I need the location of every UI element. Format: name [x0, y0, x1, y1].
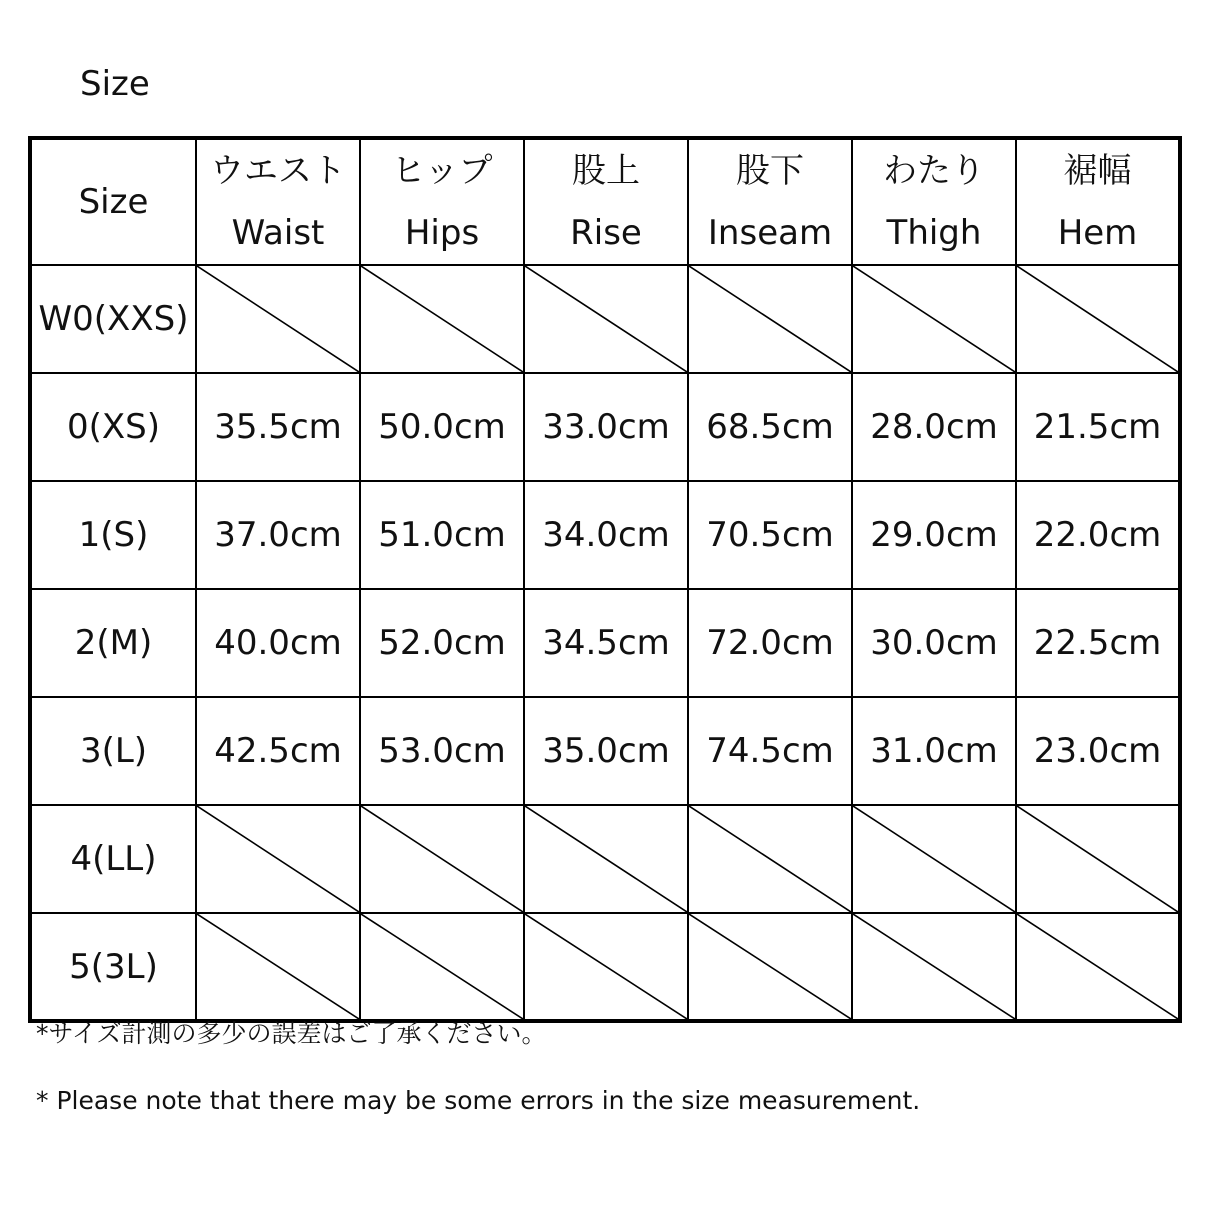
column-header-en: Hips: [404, 213, 480, 253]
table-row: [30, 481, 1180, 589]
empty-cell: [360, 805, 524, 913]
empty-cell: [524, 913, 688, 1021]
size-label: 0(XS): [30, 373, 196, 481]
size-label: 3(L): [30, 697, 196, 805]
note-japanese: *サイズ計測の多少の誤差はご了承ください。: [36, 1019, 547, 1048]
diagonal-slash-icon: [525, 806, 687, 912]
empty-cell: [1016, 805, 1180, 913]
diagonal-slash-icon: [853, 806, 1015, 912]
measurement-cell: 50.0cm: [360, 373, 524, 481]
column-header-rise: [524, 138, 688, 265]
measurement-cell: 53.0cm: [360, 697, 524, 805]
diagonal-slash-icon: [361, 914, 523, 1019]
column-header-en: Inseam: [707, 213, 833, 253]
measurement-cell: 51.0cm: [360, 481, 524, 589]
diagonal-slash-icon: [689, 806, 851, 912]
diagonal-slash-icon: [197, 266, 359, 372]
measurement-cell: 21.5cm: [1016, 373, 1180, 481]
table-row: [30, 589, 1180, 697]
column-header-ja: わたり: [883, 151, 985, 191]
diagonal-slash-icon: [361, 266, 523, 372]
empty-cell: [196, 913, 360, 1021]
column-header-en: Waist: [231, 213, 325, 253]
measurement-cell: 29.0cm: [852, 481, 1016, 589]
measurement-cell: 52.0cm: [360, 589, 524, 697]
size-label: 5(3L): [30, 913, 196, 1021]
empty-cell: [1016, 913, 1180, 1021]
column-header-hips: [360, 138, 524, 265]
measurement-cell: 23.0cm: [1016, 697, 1180, 805]
measurement-cell: 37.0cm: [196, 481, 360, 589]
table-row: [30, 265, 1180, 373]
measurement-cell: 33.0cm: [524, 373, 688, 481]
column-header-en: Hem: [1057, 213, 1138, 253]
empty-cell: [688, 913, 852, 1021]
measurement-cell: 30.0cm: [852, 589, 1016, 697]
column-header-ja: 股下: [736, 151, 804, 191]
measurement-cell: 68.5cm: [688, 373, 852, 481]
measurement-cell: 35.5cm: [196, 373, 360, 481]
size-column-header: Size: [30, 138, 196, 265]
empty-cell: [852, 265, 1016, 373]
diagonal-slash-icon: [197, 914, 359, 1019]
diagonal-slash-icon: [197, 806, 359, 912]
page-title: Size: [80, 64, 150, 104]
column-header-ja: 股上: [572, 151, 640, 191]
empty-cell: [360, 265, 524, 373]
measurement-cell: 31.0cm: [852, 697, 1016, 805]
measurement-cell: 22.5cm: [1016, 589, 1180, 697]
diagonal-slash-icon: [853, 266, 1015, 372]
table-row: [30, 697, 1180, 805]
diagonal-slash-icon: [525, 914, 687, 1019]
diagonal-slash-icon: [853, 914, 1015, 1019]
empty-cell: [524, 265, 688, 373]
diagonal-slash-icon: [361, 806, 523, 912]
column-header-en: Rise: [570, 213, 642, 253]
diagonal-slash-icon: [1017, 806, 1178, 912]
column-header-hem: [1016, 138, 1180, 265]
diagonal-slash-icon: [689, 266, 851, 372]
empty-cell: [196, 265, 360, 373]
column-header-thigh: [852, 138, 1016, 265]
diagonal-slash-icon: [689, 914, 851, 1019]
empty-cell: [852, 805, 1016, 913]
empty-cell: [524, 805, 688, 913]
table-row: [30, 805, 1180, 913]
size-label: W0(XXS): [30, 265, 196, 373]
note-english: * Please note that there may be some errors in the size measurement.: [36, 1086, 921, 1115]
diagonal-slash-icon: [1017, 266, 1178, 372]
empty-cell: [688, 805, 852, 913]
measurement-cell: 28.0cm: [852, 373, 1016, 481]
measurement-cell: 42.5cm: [196, 697, 360, 805]
measurement-cell: 34.0cm: [524, 481, 688, 589]
measurement-cell: 72.0cm: [688, 589, 852, 697]
diagonal-slash-icon: [1017, 914, 1178, 1019]
table-row: [30, 913, 1180, 1021]
empty-cell: [852, 913, 1016, 1021]
table-header-row: [30, 138, 1180, 265]
measurement-cell: 70.5cm: [688, 481, 852, 589]
column-header-ja: ウエスト: [210, 151, 346, 191]
column-header-inseam: [688, 138, 852, 265]
size-label: 1(S): [30, 481, 196, 589]
empty-cell: [360, 913, 524, 1021]
table-body: [30, 265, 1180, 1021]
column-header-waist: [196, 138, 360, 265]
measurement-cell: 74.5cm: [688, 697, 852, 805]
measurement-cell: 22.0cm: [1016, 481, 1180, 589]
measurement-cell: 34.5cm: [524, 589, 688, 697]
size-label: 4(LL): [30, 805, 196, 913]
measurement-cell: 40.0cm: [196, 589, 360, 697]
table-row: [30, 373, 1180, 481]
empty-cell: [688, 265, 852, 373]
size-table: [28, 136, 1182, 1023]
column-header-ja: 裾幅: [1063, 151, 1132, 191]
column-header-ja: ヒップ: [391, 151, 493, 191]
size-label: 2(M): [30, 589, 196, 697]
column-header-en: Thigh: [886, 213, 982, 253]
empty-cell: [196, 805, 360, 913]
measurement-cell: 35.0cm: [524, 697, 688, 805]
empty-cell: [1016, 265, 1180, 373]
diagonal-slash-icon: [525, 266, 687, 372]
